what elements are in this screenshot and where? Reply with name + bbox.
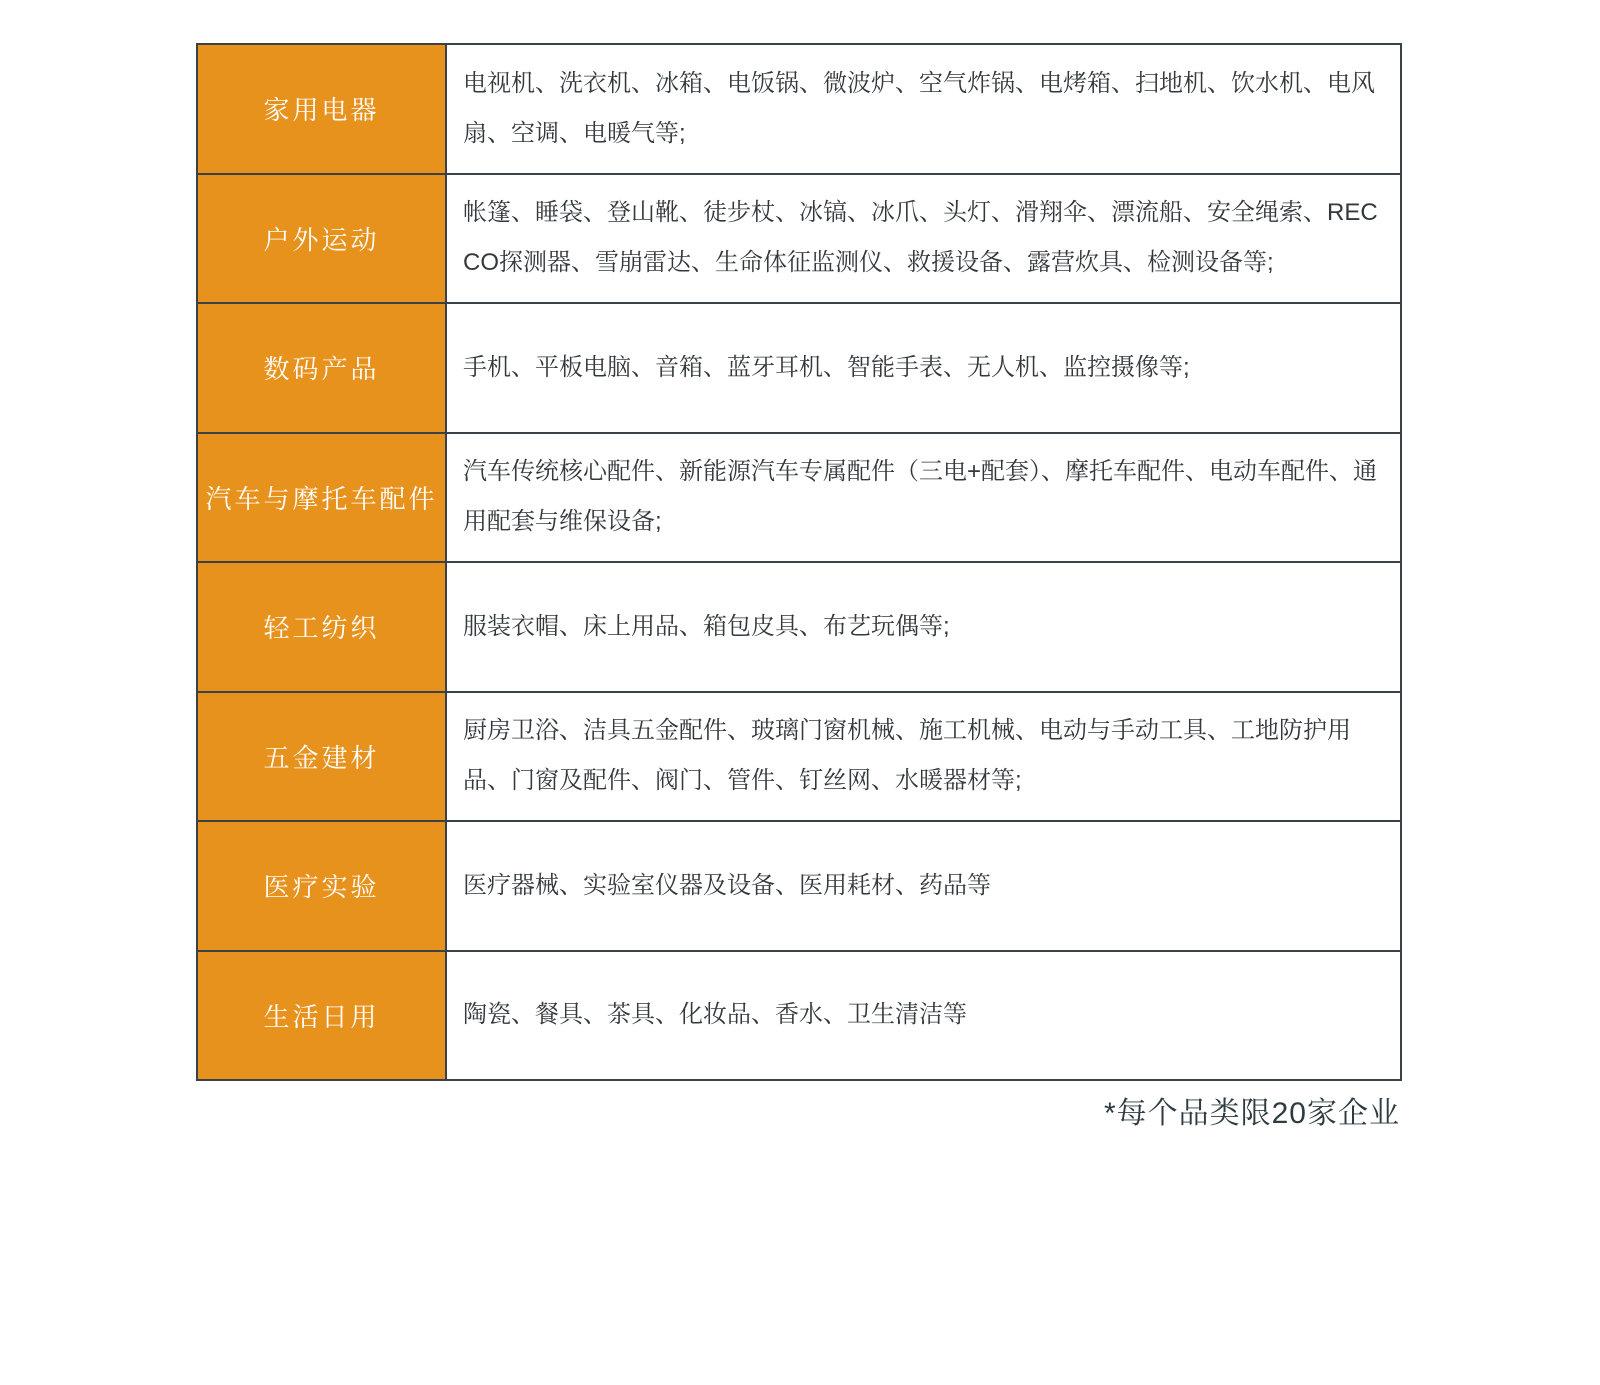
category-items-cell: 医疗器械、实验室仪器及设备、医用耗材、药品等 — [446, 821, 1401, 951]
table-row — [197, 562, 1401, 692]
category-items-cell: 汽车传统核心配件、新能源汽车专属配件（三电+配套）、摩托车配件、电动车配件、通用配套与维保设备; — [446, 433, 1401, 563]
category-label-cell: 轻工纺织 — [197, 562, 446, 692]
category-label-cell: 医疗实验 — [197, 821, 446, 951]
table-row — [197, 951, 1401, 1081]
category-label-cell: 生活日用 — [197, 951, 446, 1081]
category-items-cell: 电视机、洗衣机、冰箱、电饭锅、微波炉、空气炸锅、电烤箱、扫地机、饮水机、电风扇、空调、电暖气等; — [446, 44, 1401, 174]
table-row — [197, 433, 1401, 563]
category-items-cell: 服装衣帽、床上用品、箱包皮具、布艺玩偶等; — [446, 562, 1401, 692]
category-label-cell: 汽车与摩托车配件 — [197, 433, 446, 563]
table-row — [197, 692, 1401, 822]
category-table — [196, 43, 1402, 1081]
table-row — [197, 821, 1401, 951]
category-items-cell: 帐篷、睡袋、登山靴、徒步杖、冰镐、冰爪、头灯、滑翔伞、漂流船、安全绳索、RECCO探测器、雪崩雷达、生命体征监测仪、救援设备、露营炊具、检测设备等; — [446, 174, 1401, 304]
table-row — [197, 174, 1401, 304]
table-row — [197, 44, 1401, 174]
category-items-cell: 手机、平板电脑、音箱、蓝牙耳机、智能手表、无人机、监控摄像等; — [446, 303, 1401, 433]
category-items-cell: 厨房卫浴、洁具五金配件、玻璃门窗机械、施工机械、电动与手动工具、工地防护用品、门窗及配件、阀门、管件、钉丝网、水暖器材等; — [446, 692, 1401, 822]
category-label-cell: 家用电器 — [197, 44, 446, 174]
category-table-body — [197, 44, 1401, 1080]
footnote: *每个品类限20家企业 — [1103, 1097, 1400, 1130]
category-items-cell: 陶瓷、餐具、茶具、化妆品、香水、卫生清洁等 — [446, 951, 1401, 1081]
category-label-cell: 五金建材 — [197, 692, 446, 822]
table-row — [197, 303, 1401, 433]
category-label-cell: 数码产品 — [197, 303, 446, 433]
category-label-cell: 户外运动 — [197, 174, 446, 304]
